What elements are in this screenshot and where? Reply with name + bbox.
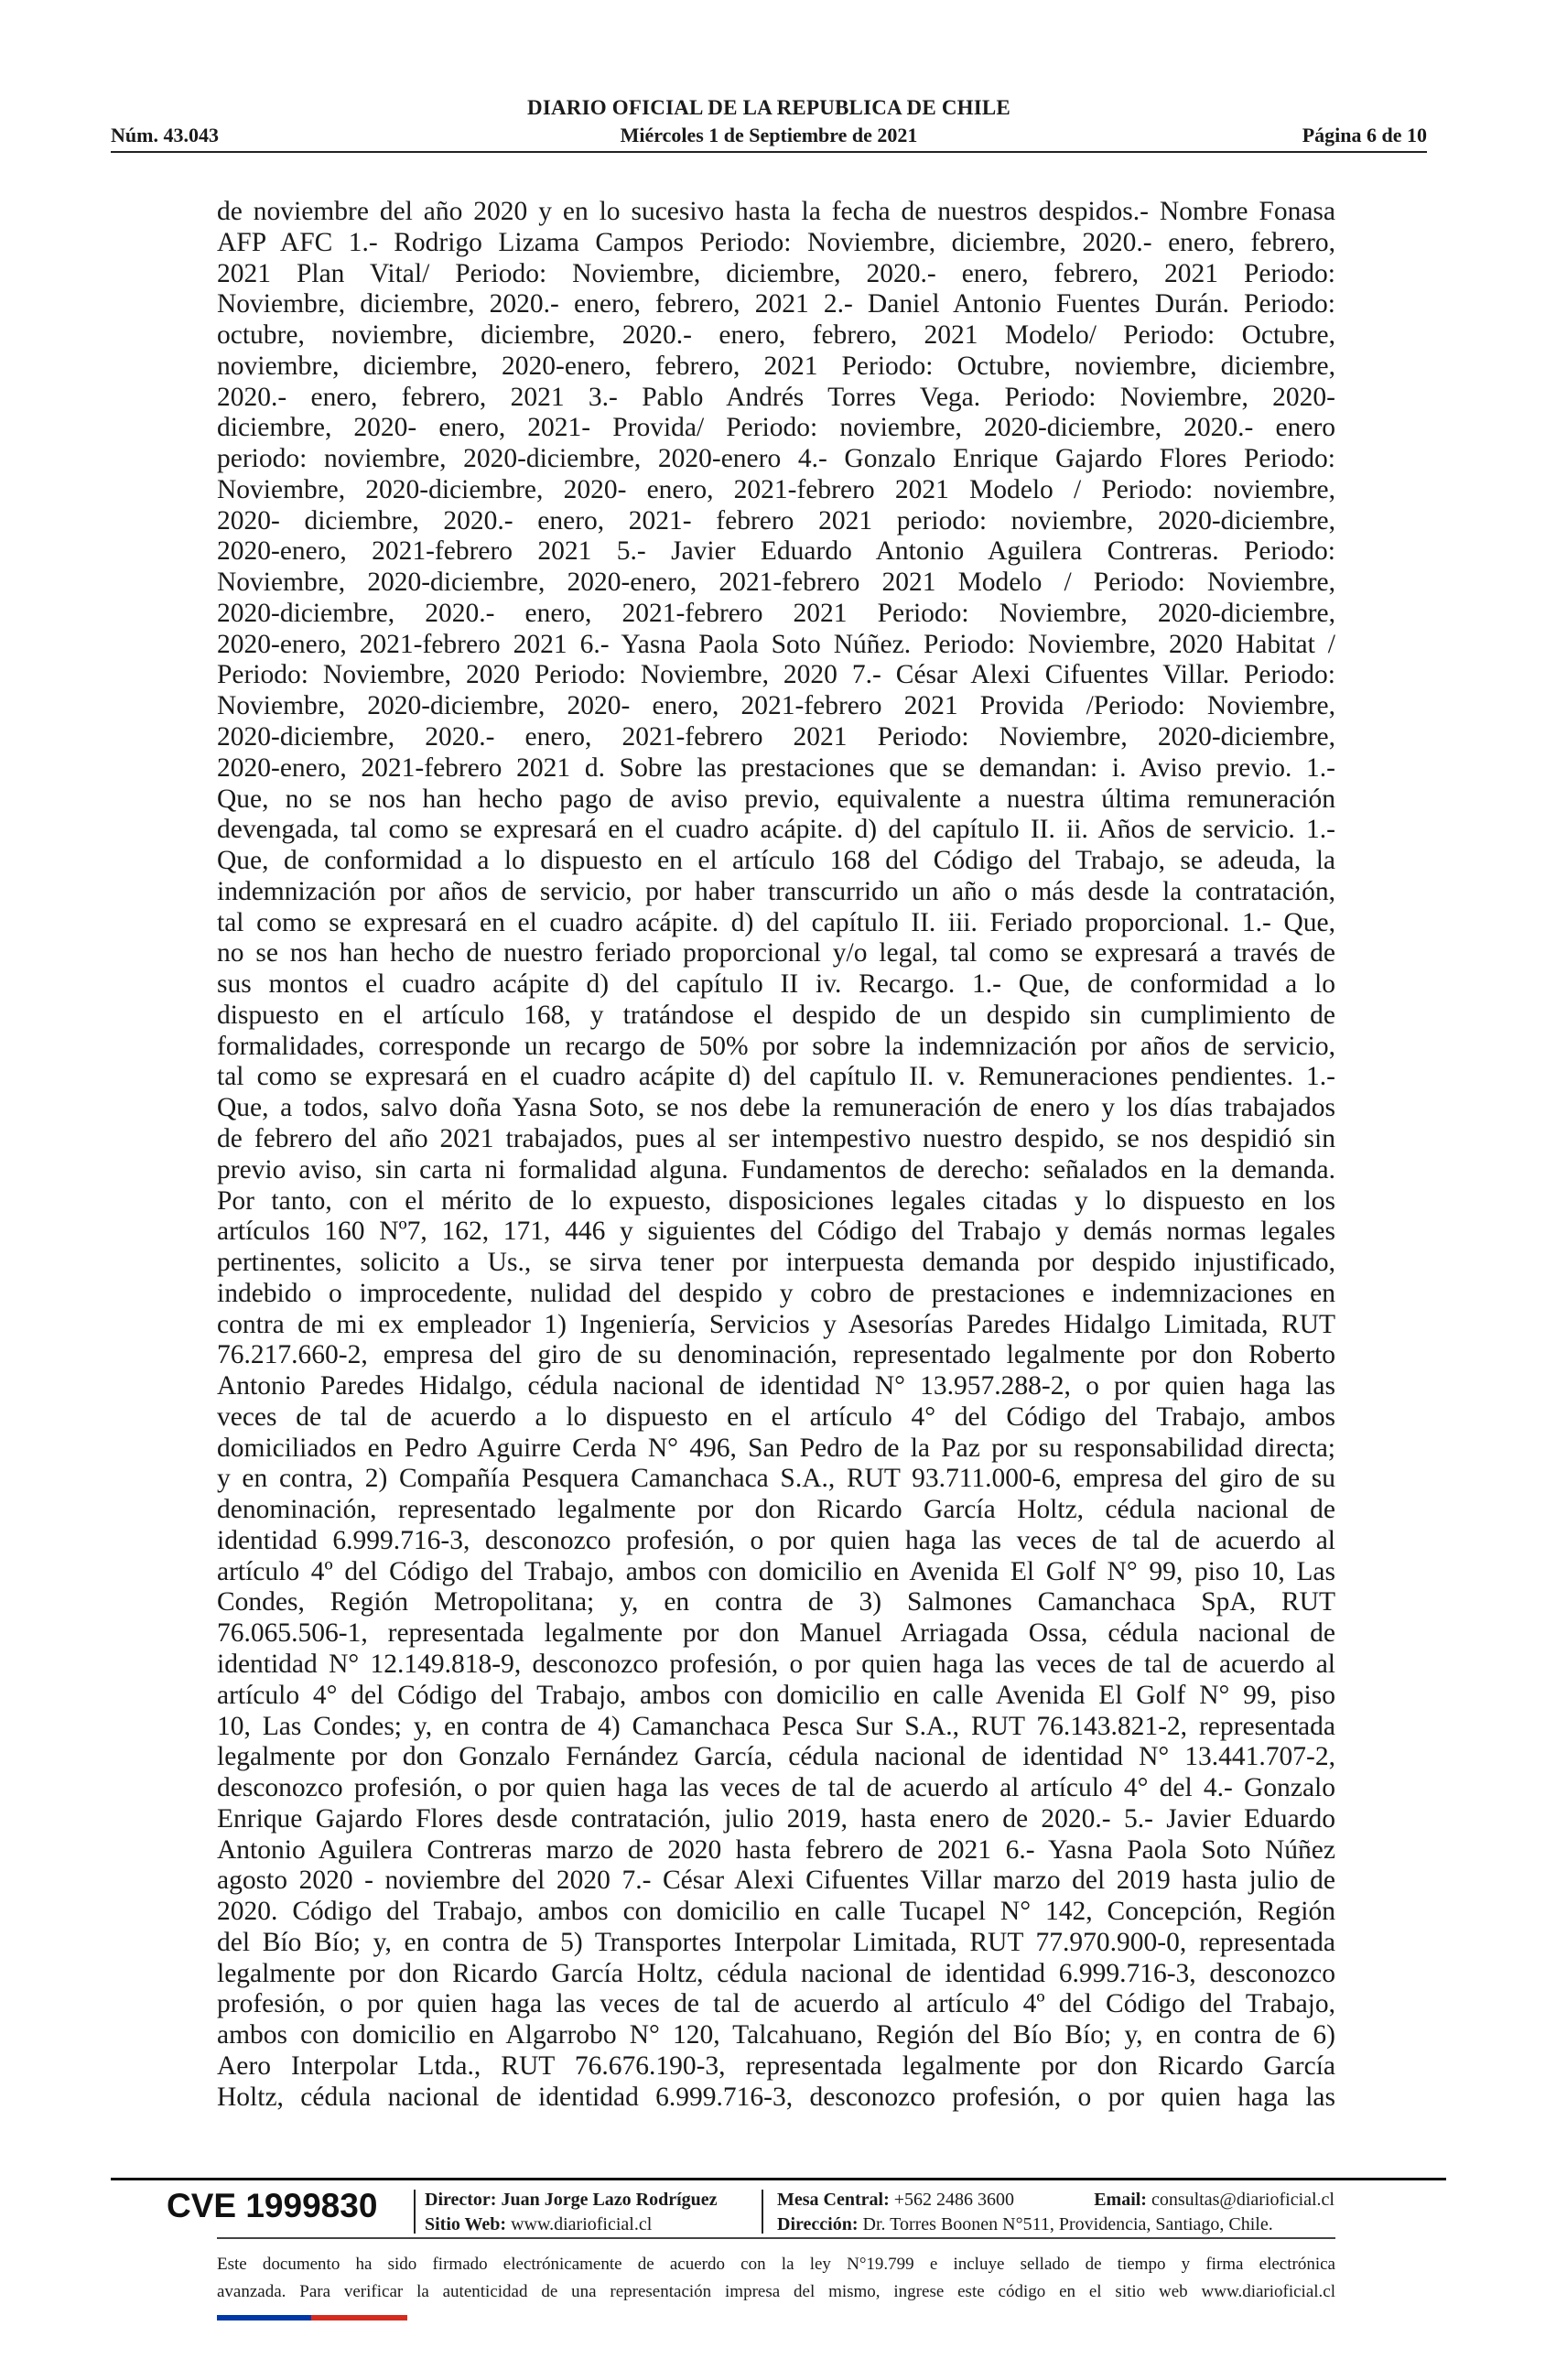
- body-line: dispuesto en el artículo 168, y tratándose el despido de un despido sin cumplimiento de: [217, 1000, 1335, 1030]
- body-line: periodo: noviembre, 2020-diciembre, 2020-enero 4.- Gonzalo Enrique Gajardo Flores Periodo:: [217, 444, 1335, 474]
- footer-rule: [111, 2178, 1446, 2180]
- body-line: 2020-diciembre, 2020.- enero, 2021-febrero 2021 Periodo: Noviembre, 2020-diciembre,: [217, 722, 1335, 752]
- body-line: Por tanto, con el mérito de lo expuesto, disposiciones legales citadas y lo dispuesto en los: [217, 1185, 1335, 1216]
- body-line: diciembre, 2020- enero, 2021- Provida/ Periodo: noviembre, 2020-diciembre, 2020.- enero: [217, 413, 1335, 443]
- body-line: 76.065.506-1, representada legalmente por don Manuel Arriagada Ossa, cédula nacional de: [217, 1618, 1335, 1649]
- body-line: Aero Interpolar Ltda., RUT 76.676.190-3, representada legalmente por don Ricardo García: [217, 2050, 1335, 2081]
- body-line: artículo 4° del Código del Trabajo, ambos con domicilio en calle Avenida El Golf N° 99, piso: [217, 1680, 1335, 1710]
- body-line: Noviembre, 2020-diciembre, 2020- enero, 2021-febrero 2021 Provida /Periodo: Noviembre,: [217, 691, 1335, 721]
- body-line: 2020.- enero, febrero, 2021 3.- Pablo Andrés Torres Vega. Periodo: Noviembre, 2020-: [217, 382, 1335, 412]
- body-line: octubre, noviembre, diciembre, 2020.- enero, febrero, 2021 Modelo/ Periodo: Octubre,: [217, 320, 1335, 351]
- website-url: www.diarioficial.cl: [511, 2214, 653, 2234]
- body-line: tal como se expresará en el cuadro acápite. d) del capítulo II. iii. Feriado proporcional. 1.- Que,: [217, 907, 1335, 937]
- issue-date: Miércoles 1 de Septiembre de 2021: [620, 124, 918, 146]
- body-line: 2020-enero, 2021-febrero 2021 6.- Yasna Paola Soto Núñez. Periodo: Noviembre, 2020 Habitat /: [217, 629, 1335, 659]
- body-line: 2020. Código del Trabajo, ambos con domicilio en calle Tucapel N° 142, Concepción, Región: [217, 1897, 1335, 1927]
- phone-block: [777, 2188, 1014, 2212]
- header-rule: [111, 151, 1427, 153]
- body-line: 2021 Plan Vital/ Periodo: Noviembre, diciembre, 2020.- enero, febrero, 2021 Periodo:: [217, 258, 1335, 288]
- body-line: artículos 160 Nº7, 162, 171, 446 y siguientes del Código del Trabajo y demás normas legales: [217, 1217, 1335, 1247]
- contact-line: [777, 2188, 1334, 2212]
- body-line: no se nos han hecho de nuestro feriado proporcional y/o legal, tal como se expresará a través de: [217, 938, 1335, 968]
- body-line: Condes, Región Metropolitana; y, en contra de 3) Salmones Camanchaca SpA, RUT: [217, 1587, 1335, 1617]
- body-line: agosto 2020 - noviembre del 2020 7.- César Alexi Cifuentes Villar marzo del 2019 hasta julio de: [217, 1866, 1335, 1896]
- footer-rule-thin: [217, 2237, 1335, 2239]
- body-line: legalmente por don Gonzalo Fernández García, cédula nacional de identidad N° 13.441.707-2,: [217, 1742, 1335, 1772]
- body-line: identidad N° 12.149.818-9, desconozco profesión, o por quien haga las veces de tal de acuerdo al: [217, 1649, 1335, 1679]
- body-line: 76.217.660-2, empresa del giro de su denominación, representado legalmente por don Roberto: [217, 1340, 1335, 1370]
- body-line: devengada, tal como se expresará en el cuadro acápite. d) del capítulo II. ii. Años de servicio. 1.-: [217, 815, 1335, 845]
- body-line: veces de tal de acuerdo a lo dispuesto en el artículo 4° del Código del Trabajo, ambos: [217, 1401, 1335, 1432]
- notice-line: Este documento ha sido firmado electrónicamente de acuerdo con la ley N°19.799 e incluye sellado de tiempo y firma electrónica: [217, 2255, 1335, 2274]
- body-line: Que, no se nos han hecho pago de aviso previo, equivalente a nuestra última remuneración: [217, 784, 1335, 814]
- body-line: Noviembre, 2020-diciembre, 2020- enero, 2021-febrero 2021 Modelo / Periodo: noviembre,: [217, 474, 1335, 504]
- header-title: DIARIO OFICIAL DE LA REPUBLICA DE CHILE: [527, 96, 1010, 119]
- email-address: consultas@diarioficial.cl: [1151, 2190, 1334, 2210]
- footer-separator: [762, 2190, 763, 2234]
- flag-bar-blue: [217, 2315, 311, 2320]
- cve-code: CVE 1999830: [167, 2187, 378, 2224]
- body-line: y en contra, 2) Compañía Pesquera Camanchaca S.A., RUT 93.711.000-6, empresa del giro de su: [217, 1464, 1335, 1494]
- website-label: Sitio Web:: [425, 2214, 507, 2234]
- body-line: 2020-enero, 2021-febrero 2021 5.- Javier Eduardo Antonio Aguilera Contreras. Periodo:: [217, 536, 1335, 567]
- notice-line: avanzada. Para verificar la autenticidad de una representación impresa del mismo, ingrese este código en el sitio web www.diarioficial.cl: [217, 2282, 1335, 2301]
- body-line: de febrero del año 2021 trabajados, pues al ser intempestivo nuestro despido, se nos despidió sin: [217, 1123, 1335, 1153]
- body-line: Noviembre, 2020-diciembre, 2020-enero, 2021-febrero 2021 Modelo / Periodo: Noviembre,: [217, 568, 1335, 598]
- issue-number: Núm. 43.043: [111, 124, 219, 146]
- body-line: 2020-enero, 2021-febrero 2021 d. Sobre las prestaciones que se demandan: i. Aviso previo. 1.-: [217, 752, 1335, 783]
- body-line: Que, de conformidad a lo dispuesto en el artículo 168 del Código del Trabajo, se adeuda, la: [217, 846, 1335, 876]
- body-line: Periodo: Noviembre, 2020 Periodo: Noviembre, 2020 7.- César Alexi Cifuentes Villar. Periodo:: [217, 660, 1335, 690]
- body-line: indemnización por años de servicio, por haber transcurrido un año o más desde la contratación,: [217, 876, 1335, 906]
- body-line: tal como se expresará en el cuadro acápite d) del capítulo II. v. Remuneraciones pendientes. 1.-: [217, 1062, 1335, 1092]
- body-line: Enrique Gajardo Flores desde contratación, julio 2019, hasta enero de 2020.- 5.- Javier Eduardo: [217, 1803, 1335, 1834]
- body-line: indebido o improcedente, nulidad del despido y cobro de prestaciones e indemnizaciones en: [217, 1278, 1335, 1308]
- body-line: noviembre, diciembre, 2020-enero, febrero, 2021 Periodo: Octubre, noviembre, diciembre,: [217, 351, 1335, 381]
- director-line: Director: Juan Jorge Lazo Rodríguez: [425, 2190, 718, 2210]
- email-label: Email:: [1094, 2190, 1147, 2210]
- body-line: Antonio Aguilera Contreras marzo de 2020 hasta febrero de 2021 6.- Yasna Paola Soto Núñez: [217, 1834, 1335, 1865]
- body-line: artículo 4º del Código del Trabajo, ambos con domicilio en Avenida El Golf N° 99, piso 10, Las: [217, 1556, 1335, 1586]
- phone-number: +562 2486 3600: [893, 2190, 1015, 2210]
- address-line: [777, 2212, 1273, 2236]
- body-line: formalidades, corresponde un recargo de 50% por sobre la indemnización por años de servicio,: [217, 1031, 1335, 1061]
- address-label: Dirección:: [777, 2214, 859, 2234]
- signature-notice: [217, 2251, 1335, 2306]
- footer-separator: [414, 2190, 416, 2234]
- body-line: Noviembre, diciembre, 2020.- enero, febrero, 2021 2.- Daniel Antonio Fuentes Durán. Periodo:: [217, 289, 1335, 319]
- body-line: 2020- diciembre, 2020.- enero, 2021- febrero 2021 periodo: noviembre, 2020-diciembre,: [217, 505, 1335, 536]
- body-line: identidad 6.999.716-3, desconozco profesión, o por quien haga las veces de tal de acuerdo al: [217, 1525, 1335, 1555]
- body-line: sus montos el cuadro acápite d) del capítulo II iv. Recargo. 1.- Que, de conformidad a lo: [217, 969, 1335, 1000]
- body-line: de noviembre del año 2020 y en lo sucesivo hasta la fecha de nuestros despidos.- Nombre Fonasa: [217, 197, 1335, 226]
- body-line: profesión, o por quien haga las veces de tal de acuerdo al artículo 4º del Código del Trabajo,: [217, 1989, 1335, 2019]
- body-line: contra de mi ex empleador 1) Ingeniería, Servicios y Asesorías Paredes Hidalgo Limitada, RUT: [217, 1309, 1335, 1339]
- body-line: Antonio Paredes Hidalgo, cédula nacional de identidad N° 13.957.288-2, o por quien haga las: [217, 1371, 1335, 1401]
- body-line: Holtz, cédula nacional de identidad 6.999.716-3, desconozco profesión, o por quien haga las: [217, 2082, 1335, 2112]
- email-block: [1094, 2188, 1334, 2212]
- body-line: Que, a todos, salvo doña Yasna Soto, se nos debe la remuneración de enero y los días trabajados: [217, 1093, 1335, 1123]
- body-line: desconozco profesión, o por quien haga las veces de tal de acuerdo al artículo 4° del 4.- Gonzalo: [217, 1773, 1335, 1803]
- body-line: ambos con domicilio en Algarrobo N° 120, Talcahuano, Región del Bío Bío; y, en contra de 6): [217, 2020, 1335, 2050]
- body-line: AFP AFC 1.- Rodrigo Lizama Campos Periodo: Noviembre, diciembre, 2020.- enero, febrero,: [217, 227, 1335, 257]
- body-line: previo aviso, sin carta ni formalidad alguna. Fundamentos de derecho: señalados en la demanda.: [217, 1154, 1335, 1185]
- body-line: pertinentes, solicito a Us., se sirva tener por interpuesta demanda por despido injustificado,: [217, 1248, 1335, 1278]
- body-line: domiciliados en Pedro Aguirre Cerda N° 496, San Pedro de la Paz por su responsabilidad directa;: [217, 1433, 1335, 1463]
- address-value: Dr. Torres Boonen N°511, Providencia, Santiago, Chile.: [862, 2214, 1273, 2234]
- page-number: Página 6 de 10: [1302, 124, 1427, 146]
- body-line: denominación, representado legalmente por don Ricardo García Holtz, cédula nacional de: [217, 1495, 1335, 1525]
- body-line: legalmente por don Ricardo García Holtz, cédula nacional de identidad 6.999.716-3, desconozco: [217, 1958, 1335, 1988]
- website-line: [425, 2212, 652, 2236]
- flag-bar-red: [311, 2315, 407, 2320]
- body-line: 2020-diciembre, 2020.- enero, 2021-febrero 2021 Periodo: Noviembre, 2020-diciembre,: [217, 598, 1335, 628]
- phone-label: Mesa Central:: [777, 2190, 890, 2210]
- body-line: del Bío Bío; y, en contra de 5) Transportes Interpolar Limitada, RUT 77.970.900-0, representada: [217, 1927, 1335, 1957]
- body-text: [217, 197, 1335, 2113]
- body-line: 10, Las Condes; y, en contra de 4) Camanchaca Pesca Sur S.A., RUT 76.143.821-2, representada: [217, 1711, 1335, 1741]
